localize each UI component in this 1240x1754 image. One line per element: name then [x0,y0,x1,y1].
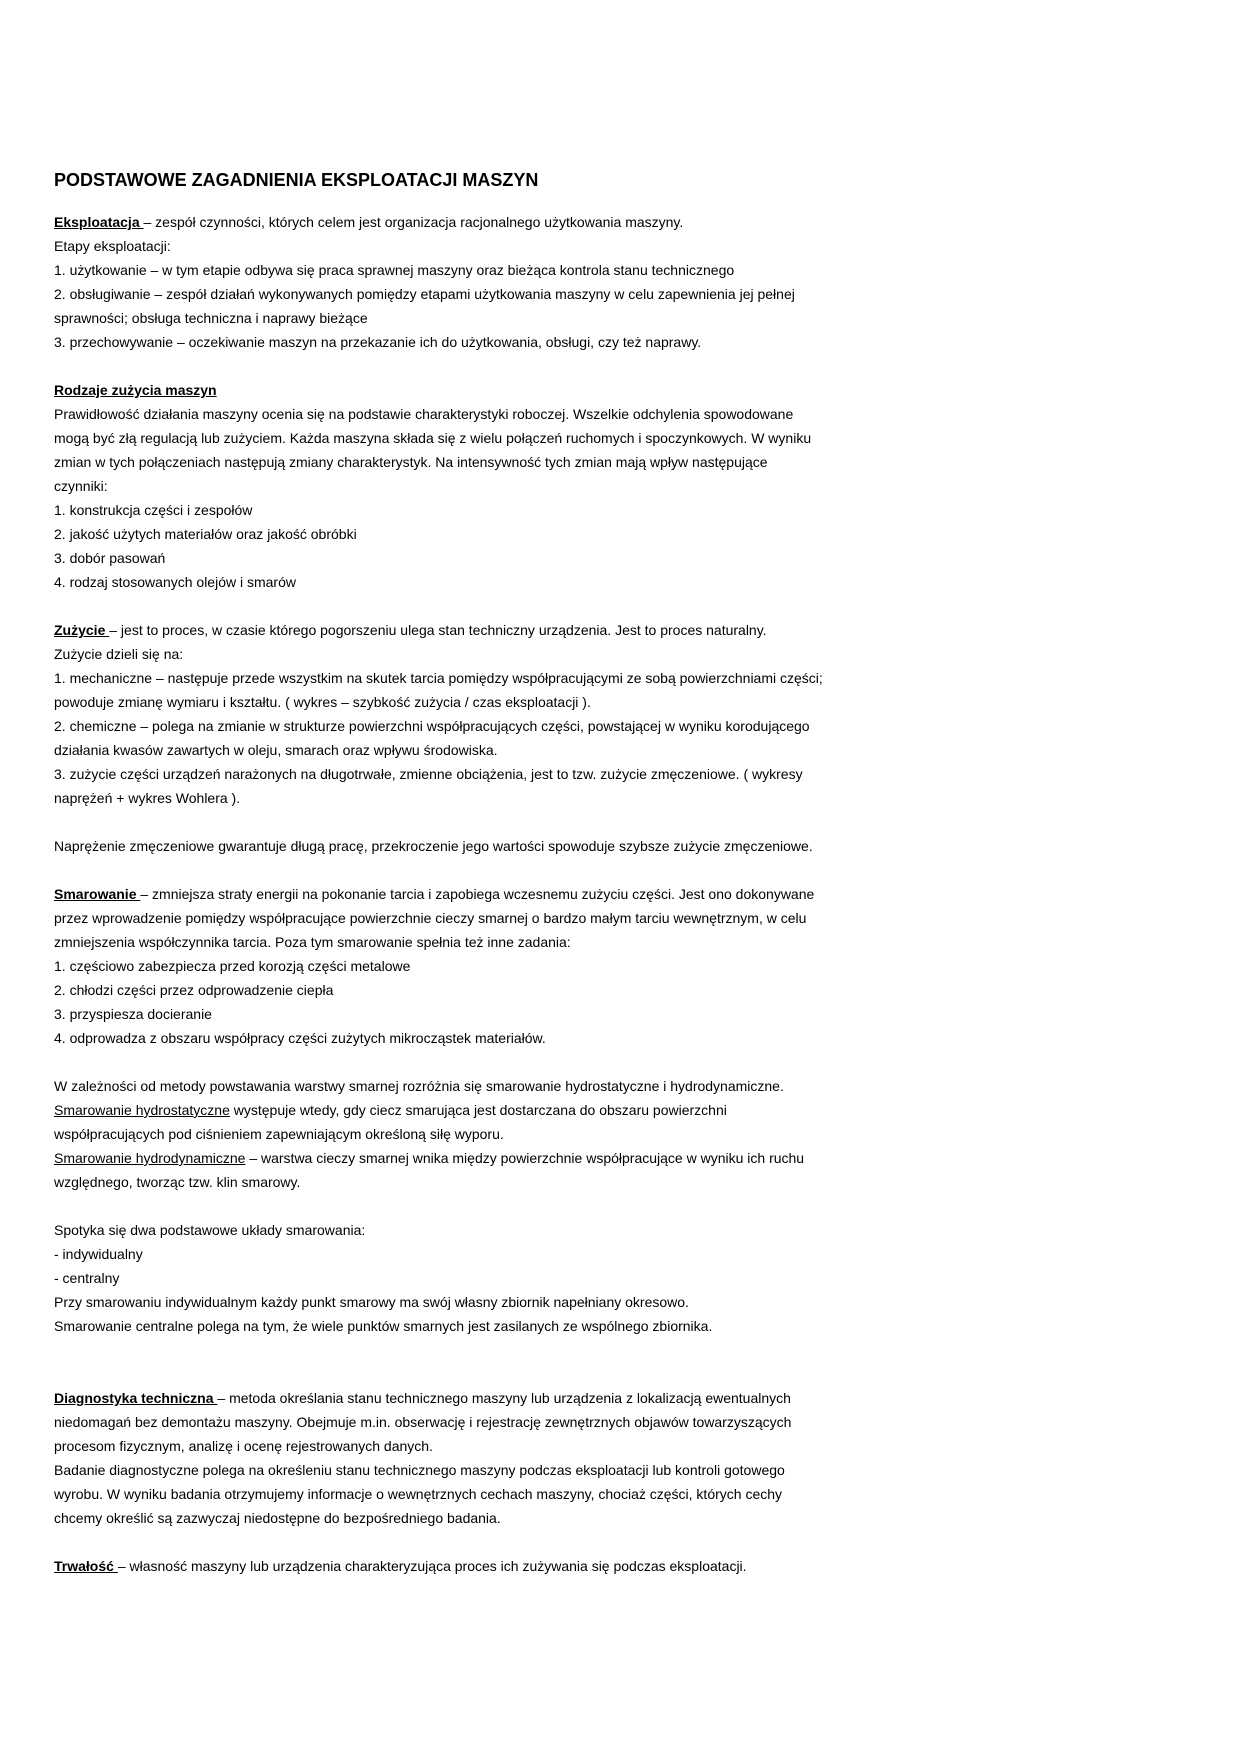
list-item: 3. dobór pasowań [54,550,166,566]
section-naprezenie [54,834,1240,858]
list-item: 2. chłodzi części przez odprowadzenie ciepła [54,982,334,998]
diagnostyka-definition: – metoda określania stanu technicznego maszyny lub urządzenia z lokalizacją ewentualnych [217,1390,791,1406]
paragraph-line: Badanie diagnostyczne polega na określeniu stanu technicznego maszyny podczas eksploatacji lub kontroli gotowego [54,1462,785,1478]
paragraph-line: Smarowanie centralne polega na tym, że wiele punktów smarnych jest zasilanych ze wspólnego zbiornika. [54,1318,713,1334]
section-diagnostyka [54,1386,1240,1530]
paragraph-line: Zużycie dzieli się na: [54,646,184,662]
term-diagnostyka: Diagnostyka techniczna [54,1390,218,1406]
list-item: 2. jakość użytych materiałów oraz jakość obróbki [54,526,357,542]
list-item: 1. częściowo zabezpiecza przed korozją części metalowe [54,958,411,974]
list-item: działania kwasów zawartych w oleju, smarach oraz wpływu środowiska. [54,742,498,758]
paragraph-line: wyrobu. W wyniku badania otrzymujemy informacje o wewnętrznych cechach maszyny, chociaż części, których cechy [54,1486,783,1502]
paragraph-line: względnego, tworząc tzw. klin smarowy. [54,1174,301,1190]
section-smarowanie [54,882,1240,1050]
paragraph-line: zmniejszenia współczynnika tarcia. Poza tym smarowanie spełnia też inne zadania: [54,934,571,950]
section-zuzycie [54,618,1240,810]
naprezenie-note: Naprężenie zmęczeniowe gwarantuje długą pracę, przekroczenie jego wartości spowoduje szybsze zużycie zmęczeniowe. [54,838,813,854]
list-item: - indywidualny [54,1246,143,1262]
paragraph-line: procesom fizycznym, analizę i ocenę rejestrowanych danych. [54,1438,433,1454]
paragraph-line: chcemy określić są zazwyczaj niedostępne do bezpośredniego badania. [54,1510,501,1526]
zuzycie-definition: – jest to proces, w czasie którego pogorszeniu ulega stan techniczny urządzenia. Jest to proces naturalny. [109,622,767,638]
term-hydrodynamiczne: Smarowanie hydrodynamiczne [54,1150,246,1166]
list-item: sprawności; obsługa techniczna i naprawy bieżące [54,310,368,326]
paragraph-line: współpracujących pod ciśnieniem zapewniającym określoną siłę wyporu. [54,1126,504,1142]
zuzycie-definition-line [54,618,1240,642]
paragraph-line: niedomagań bez demontażu maszyny. Obejmuje m.in. obserwację i rejestrację zewnętrznych objawów towarzyszących [54,1414,792,1430]
hydrostatyczne-definition: występuje wtedy, gdy ciecz smarująca jest dostarczana do obszaru powierzchni [229,1102,727,1118]
metody-intro: W zależności od metody powstawania warstwy smarnej rozróżnia się smarowanie hydrostatyczne i hydrodynamiczne. [54,1078,784,1094]
hydrostatyczne-line [54,1098,1240,1122]
list-item: 3. zużycie części urządzeń narażonych na długotrwałe, zmienne obciążenia, jest to tzw. zużycie zmęczeniowe. ( wykresy [54,766,803,782]
list-item: 3. przechowywanie – oczekiwanie maszyn na przekazanie ich do użytkowania, obsługi, czy też naprawy. [54,334,702,350]
section-rodzaje-zuzycia [54,378,1240,594]
term-zuzycie: Zużycie [54,622,110,638]
list-item: naprężeń + wykres Wohlera ). [54,790,241,806]
term-hydrostatyczne: Smarowanie hydrostatyczne [54,1102,230,1118]
list-item: 2. chemiczne – polega na zmianie w strukturze powierzchni współpracujących części, powstającej w wyniku korodującego [54,718,810,734]
term-eksploatacja: Eksploatacja [54,214,144,230]
hydrodynamiczne-definition: – warstwa cieczy smarnej wnika między powierzchnie współpracujące w wyniku ich ruchu [245,1150,805,1166]
paragraph-line: Prawidłowość działania maszyny ocenia się na podstawie charakterystyki roboczej. Wszelkie odchylenia spowodowane [54,406,794,422]
section-eksploatacja [54,210,1240,354]
list-item: 1. konstrukcja części i zespołów [54,502,253,518]
paragraph-line: czynniki: [54,478,108,494]
trwalosc-definition: – własność maszyny lub urządzenia charakteryzująca proces ich zużywania się podczas eksploatacji. [117,1558,747,1574]
term-trwalosc: Trwałość [54,1558,118,1574]
section-trwalosc [54,1554,1240,1578]
paragraph-line: Przy smarowaniu indywidualnym każdy punkt smarowy ma swój własny zbiornik napełniany okresowo. [54,1294,689,1310]
list-item: - centralny [54,1270,120,1286]
term-smarowanie: Smarowanie [54,886,141,902]
list-item: 1. mechaniczne – następuje przede wszystkim na skutek tarcia pomiędzy współpracującymi ze sobą powierzchniami części; [54,670,823,686]
paragraph-line: Spotyka się dwa podstawowe układy smarowania: [54,1222,366,1238]
document-title: PODSTAWOWE ZAGADNIENIA EKSPLOATACJI MASZYN [54,170,539,190]
list-item: powoduje zmianę wymiaru i kształtu. ( wykres – szybkość zużycia / czas eksploatacji ). [54,694,591,710]
paragraph-line: przez wprowadzenie pomiędzy współpracujące powierzchnie cieczy smarnej o bardzo małym tarciu wewnętrznym, w celu [54,910,807,926]
trwalosc-definition-line [54,1554,1240,1578]
heading-rodzaje-zuzycia: Rodzaje zużycia maszyn [54,382,217,398]
list-item: 4. rodzaj stosowanych olejów i smarów [54,574,296,590]
hydrodynamiczne-line [54,1146,1240,1170]
section-uklady-smarowania [54,1218,1240,1338]
eksploatacja-definition-line [54,210,1240,234]
list-item: 3. przyspiesza docieranie [54,1006,212,1022]
eksploatacja-definition: – zespół czynności, których celem jest organizacja racjonalnego użytkowania maszyny. [143,214,684,230]
smarowanie-definition: – zmniejsza straty energii na pokonanie tarcia i zapobiega wczesnemu zużyciu części. Jest ono dokonywane [140,886,815,902]
paragraph-line: mogą być złą regulacją lub zużyciem. Każda maszyna składa się z wielu połączeń ruchomych i spoczynkowych. W wyniku [54,430,812,446]
etapy-label: Etapy eksploatacji: [54,238,171,254]
list-item: 2. obsługiwanie – zespół działań wykonywanych pomiędzy etapami użytkowania maszyny w celu zapewnienia jej pełnej [54,286,795,302]
section-metody-smarowania [54,1074,1240,1194]
list-item: 4. odprowadza z obszaru współpracy części zużytych mikrocząstek materiałów. [54,1030,546,1046]
list-item: 1. użytkowanie – w tym etapie odbywa się praca sprawnej maszyny oraz bieżąca kontrola stanu technicznego [54,262,735,278]
smarowanie-definition-line [54,882,1240,906]
paragraph-line: zmian w tych połączeniach następują zmiany charakterystyk. Na intensywność tych zmian mają wpływ następujące [54,454,768,470]
diagnostyka-definition-line [54,1386,1240,1410]
